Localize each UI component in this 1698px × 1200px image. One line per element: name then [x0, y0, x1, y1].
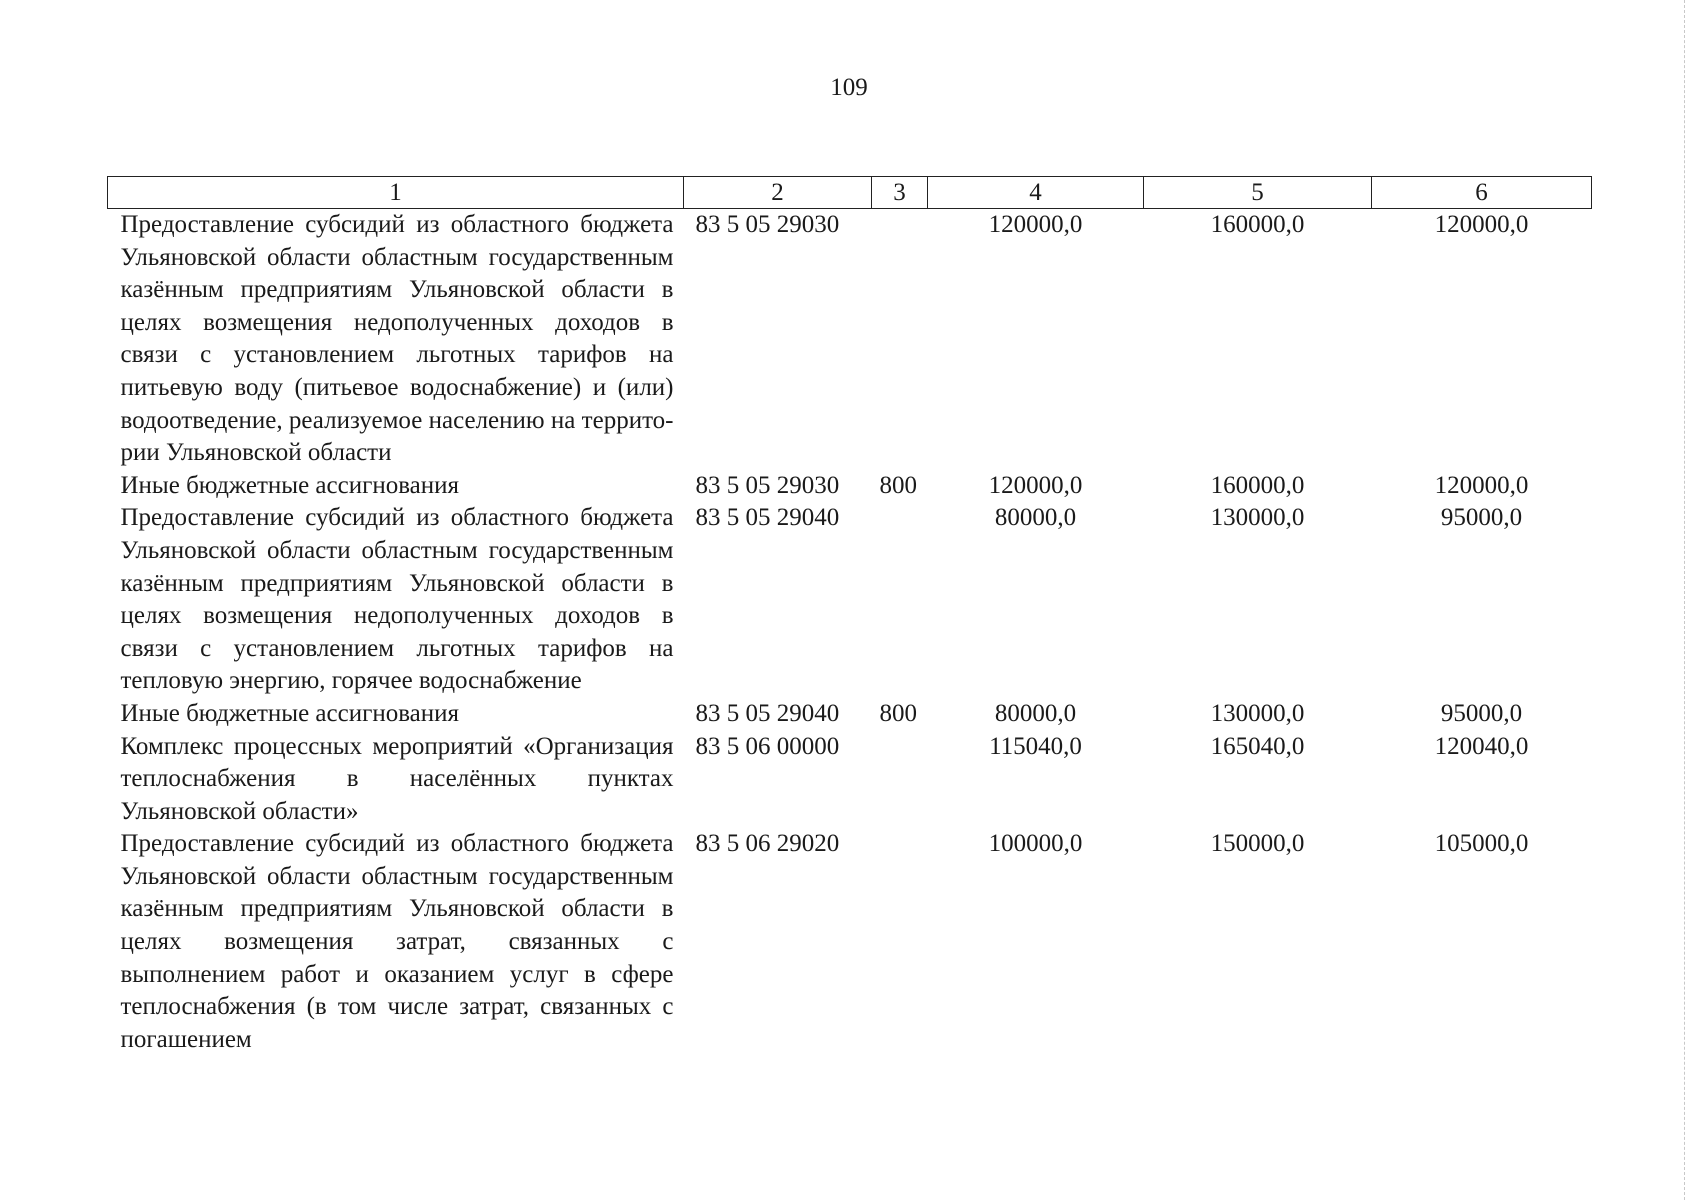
row-code: 83 5 06 00000: [695, 732, 840, 760]
header-col-2: 2: [684, 177, 872, 209]
row-code: 83 5 05 29040: [695, 699, 840, 727]
row-value-col4: 80000,0: [994, 504, 1077, 532]
table-header: [108, 177, 1592, 209]
header-col-4: 4: [928, 177, 1144, 209]
row-name: Иные бюджетные ассигнования: [120, 699, 460, 727]
row-value-col6: 120000,0: [1434, 211, 1529, 238]
row-expense-type: [872, 731, 928, 829]
row-code: 83 5 06 29020: [695, 830, 840, 858]
row-value-col6: 95000,0: [1440, 504, 1523, 532]
row-code: 83 5 05 29030: [695, 211, 840, 238]
row-value-col5: 165040,0: [1210, 732, 1305, 760]
row-name: Комплекс процессных мероприятий «Организация теплоснабжения в населённых пунктах Ульяновской области»: [120, 732, 674, 825]
row-value-col4: 80000,0: [994, 699, 1077, 727]
budget-table: [107, 176, 1592, 1056]
header-col-1: 1: [108, 177, 684, 209]
row-name: Предоставление субсидий из областного бюджета Ульяновской области областным государственным казённым предприятиям Ульяновской области в целях возмещения недополученных доходов в связи с установлением льготных тарифов на тепловую энергию, горячее водоснабжение: [120, 504, 674, 695]
row-value-col6: 120040,0: [1434, 732, 1529, 760]
row-expense-type: 800: [879, 471, 917, 499]
table-row: [108, 698, 1592, 731]
row-value-col6: 105000,0: [1434, 830, 1529, 858]
row-expense-type: 800: [879, 699, 917, 727]
row-value-col4: 120000,0: [988, 471, 1083, 499]
row-code: 83 5 05 29030: [695, 471, 840, 499]
table-row: [108, 470, 1592, 503]
row-name: Предоставление субсидий из областного бюджета Ульяновской области областным государственным казённым предприятиям Ульяновской области в целях возмещения затрат, связанных с выполнением работ и оказанием услуг в сфере теплоснабжения (в том числе затрат, связанных с погашением: [120, 830, 674, 1053]
header-col-5: 5: [1144, 177, 1372, 209]
row-expense-type: [872, 209, 928, 470]
page-number: 109: [830, 74, 868, 101]
row-expense-type: [872, 502, 928, 698]
row-name: Предоставление субсидий из областного бюджета Ульяновской области областным государственным казённым предприятиям Ульяновской области в целях возмещения недополученных доходов в связи с установлением льготных тарифов на питьевую воду (питьевое водоснабжение) и (или) водоотведение, реализуемое населению на территории Ульяновской области: [120, 211, 674, 467]
row-value-col4: 100000,0: [988, 830, 1083, 858]
row-value-col5: 150000,0: [1210, 830, 1305, 858]
row-value-col4: 115040,0: [989, 732, 1082, 760]
table-row: [108, 828, 1592, 1056]
row-expense-type: [872, 828, 928, 1056]
row-value-col5: 160000,0: [1210, 211, 1305, 238]
row-value-col5: 130000,0: [1210, 699, 1305, 727]
row-code: 83 5 05 29040: [695, 504, 840, 532]
table-body: [108, 209, 1592, 1057]
row-value-col6: 120000,0: [1434, 471, 1529, 499]
table-row: [108, 209, 1592, 470]
table-row: [108, 731, 1592, 829]
header-row: [108, 177, 1592, 209]
row-value-col6: 95000,0: [1440, 699, 1523, 727]
row-value-col5: 130000,0: [1210, 504, 1305, 532]
row-name: Иные бюджетные ассигнования: [120, 471, 460, 499]
header-col-3: 3: [872, 177, 928, 209]
scan-edge-artifact: [1684, 0, 1685, 1200]
table-row: [108, 502, 1592, 698]
row-value-col5: 160000,0: [1210, 471, 1305, 499]
row-value-col4: 120000,0: [988, 211, 1083, 238]
header-col-6: 6: [1372, 177, 1592, 209]
